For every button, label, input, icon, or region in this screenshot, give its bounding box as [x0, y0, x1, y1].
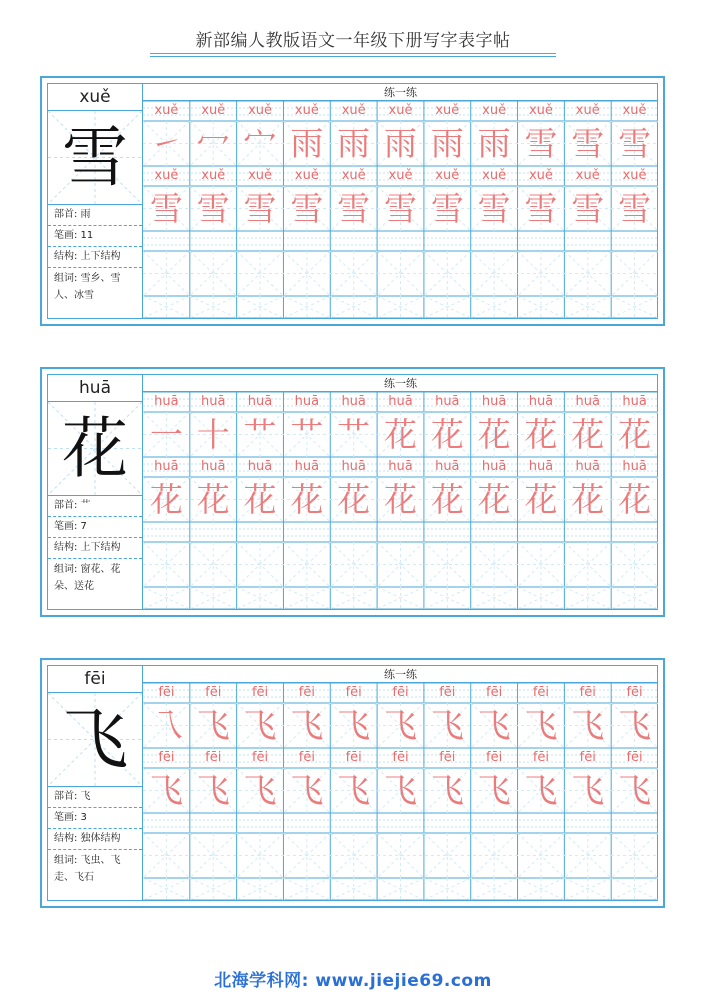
stroke-order-character: 冖: [196, 124, 230, 163]
cell-pinyin: xuě: [294, 168, 319, 183]
cell-pinyin: fēi: [298, 685, 315, 700]
stroke-order-character: 雨: [430, 124, 464, 163]
example-words-line-1: 组词: 窗花、花: [54, 564, 121, 575]
cell-pinyin: fēi: [205, 685, 222, 700]
cell-pinyin: xuě: [388, 168, 413, 183]
cell-pinyin: huā: [247, 459, 273, 474]
cell-pinyin: xuě: [482, 168, 507, 183]
stroke-order-character: 雪: [618, 124, 652, 163]
example-words-line-1: 组词: 雪乡、雪: [54, 273, 121, 284]
cell-pinyin: huā: [575, 394, 600, 409]
trace-character: 雪: [430, 189, 464, 228]
cell-pinyin: fēi: [486, 685, 503, 700]
cell-pinyin: fēi: [579, 750, 596, 765]
cell-pinyin: xuě: [528, 168, 553, 183]
stroke-order-character: 花: [524, 415, 558, 454]
trace-character: 雪: [337, 189, 371, 228]
cell-pinyin: huā: [622, 459, 647, 474]
sheet-inner-frame: [47, 374, 658, 610]
cell-pinyin: xuě: [388, 103, 413, 118]
cell-pinyin: huā: [294, 459, 320, 474]
stroke-order-character: 雨: [383, 124, 417, 163]
cell-pinyin: xuě: [201, 103, 226, 118]
stroke-order-character: 飞: [290, 706, 324, 745]
example-words-line-1: 组词: 飞虫、飞: [54, 855, 121, 866]
cell-pinyin: xuě: [435, 103, 460, 118]
main-character-box: [48, 402, 142, 496]
cell-pinyin: xuě: [435, 168, 460, 183]
structure-label: 结构: 上下结构: [48, 538, 142, 559]
structure-label: 结构: 独体结构: [48, 829, 142, 850]
stroke-order-character: 艹: [337, 415, 371, 454]
stroke-order-character: 花: [571, 415, 605, 454]
trace-character: 飞: [571, 771, 605, 810]
trace-character: 花: [477, 480, 511, 519]
trace-character: 飞: [477, 771, 511, 810]
cell-pinyin: xuě: [622, 168, 647, 183]
cell-pinyin: fēi: [486, 750, 503, 765]
title-rule-top: [150, 53, 556, 54]
stroke-order-character: 雪: [571, 124, 605, 163]
cell-pinyin: xuě: [528, 103, 553, 118]
stroke-order-character: 花: [618, 415, 652, 454]
cell-pinyin: huā: [481, 459, 507, 474]
cell-pinyin: huā: [575, 459, 600, 474]
cell-pinyin: fēi: [626, 685, 643, 700]
cell-pinyin: fēi: [392, 750, 409, 765]
stroke-order-character: ㇀: [149, 124, 183, 163]
character-info-column: [48, 666, 143, 900]
trace-character: 花: [524, 480, 558, 519]
main-character-box: [48, 693, 142, 787]
cell-pinyin: xuě: [575, 103, 600, 118]
practice-grid: [143, 666, 658, 900]
stroke-count-label: 笔画: 3: [48, 808, 142, 829]
trace-character: 飞: [524, 771, 558, 810]
trace-character: 花: [618, 480, 652, 519]
trace-character: 雪: [290, 189, 324, 228]
character-info-column: [48, 375, 143, 609]
practice-label: 练一练: [143, 84, 658, 101]
cell-pinyin: xuě: [482, 103, 507, 118]
structure-label: 结构: 上下结构: [48, 247, 142, 268]
example-words: [48, 850, 142, 900]
cell-pinyin: huā: [388, 394, 413, 409]
trace-character: 花: [149, 480, 183, 519]
stroke-count-label: 笔画: 7: [48, 517, 142, 538]
stroke-order-character: 乁: [149, 706, 183, 745]
cell-pinyin: huā: [622, 394, 647, 409]
radical-label: 部首: 飞: [48, 787, 142, 808]
stroke-order-character: 雨: [290, 124, 324, 163]
practice-sheet: [40, 658, 665, 908]
cell-pinyin: fēi: [532, 685, 550, 700]
stroke-order-character: 十: [196, 415, 230, 454]
cell-pinyin: fēi: [158, 750, 175, 765]
trace-character: 花: [571, 480, 605, 519]
example-words-line-2: 朵、送花: [54, 581, 94, 592]
practice-sheet: [40, 76, 665, 326]
page-title: 新部编人教版语文一年级下册写字表字帖: [195, 31, 511, 51]
cell-pinyin: xuě: [294, 103, 319, 118]
title-rule-bottom: [150, 56, 556, 57]
example-words: [48, 268, 142, 318]
stroke-order-character: 花: [477, 415, 511, 454]
cell-pinyin: fēi: [205, 750, 222, 765]
trace-character: 雪: [618, 189, 652, 228]
stroke-order-character: 飞: [618, 706, 652, 745]
cell-pinyin: fēi: [345, 685, 362, 700]
cell-pinyin: xuě: [248, 168, 272, 183]
stroke-order-character: 艹: [290, 415, 324, 454]
cell-pinyin: xuě: [154, 103, 179, 118]
main-pinyin: fēi: [48, 666, 142, 693]
main-pinyin: huā: [48, 375, 142, 402]
trace-character: 飞: [618, 771, 652, 810]
cell-pinyin: xuě: [201, 168, 226, 183]
cell-pinyin: huā: [435, 459, 460, 474]
footer-site: 北海学科网: www.jiejie69.com: [214, 971, 492, 991]
cell-pinyin: fēi: [439, 750, 456, 765]
example-words: [48, 559, 142, 609]
sheet-inner-frame: [47, 665, 658, 901]
stroke-order-character: 飞: [571, 706, 605, 745]
cell-pinyin: huā: [528, 394, 554, 409]
cell-pinyin: fēi: [532, 750, 550, 765]
cell-pinyin: fēi: [439, 685, 456, 700]
stroke-count-label: 笔画: 11: [48, 226, 142, 247]
cell-pinyin: fēi: [392, 685, 409, 700]
trace-character: 花: [243, 480, 277, 519]
cell-pinyin: huā: [294, 394, 320, 409]
stroke-order-character: 宀: [243, 124, 277, 163]
example-words-line-2: 人、冰雪: [54, 290, 94, 301]
trace-character: 飞: [196, 771, 230, 810]
stroke-order-character: 飞: [243, 706, 277, 745]
cell-pinyin: fēi: [251, 750, 269, 765]
trace-character: 花: [383, 480, 417, 519]
stroke-order-character: 雪: [524, 124, 558, 163]
cell-pinyin: xuě: [341, 103, 366, 118]
cell-pinyin: huā: [481, 394, 507, 409]
stroke-order-character: 艹: [243, 415, 277, 454]
cell-pinyin: huā: [154, 459, 179, 474]
stroke-order-character: 花: [430, 415, 464, 454]
trace-character: 飞: [149, 771, 183, 810]
cell-pinyin: xuě: [341, 168, 366, 183]
cell-pinyin: huā: [341, 459, 366, 474]
stroke-order-character: 花: [383, 415, 417, 454]
main-character: 花: [62, 410, 128, 487]
stroke-order-character: 一: [149, 415, 183, 454]
character-info-column: [48, 84, 143, 318]
cell-pinyin: fēi: [579, 685, 596, 700]
trace-character: 雪: [243, 189, 277, 228]
practice-label: 练一练: [143, 666, 658, 683]
cell-pinyin: xuě: [575, 168, 600, 183]
cell-pinyin: huā: [200, 394, 226, 409]
radical-label: 部首: 雨: [48, 205, 142, 226]
cell-pinyin: huā: [388, 459, 413, 474]
trace-character: 雪: [571, 189, 605, 228]
stroke-order-character: 飞: [477, 706, 511, 745]
cell-pinyin: huā: [154, 394, 179, 409]
trace-character: 飞: [290, 771, 324, 810]
practice-label: 练一练: [143, 375, 658, 392]
trace-character: 花: [290, 480, 324, 519]
practice-grid: [143, 84, 658, 318]
trace-character: 雪: [477, 189, 511, 228]
stroke-order-character: 飞: [430, 706, 464, 745]
stroke-order-character: 雨: [477, 124, 511, 163]
trace-character: 飞: [337, 771, 371, 810]
trace-character: 雪: [149, 189, 183, 228]
cell-pinyin: huā: [528, 459, 554, 474]
sheet-inner-frame: [47, 83, 658, 319]
main-pinyin: xuě: [48, 84, 142, 111]
practice-sheet: [40, 367, 665, 617]
stroke-order-character: 飞: [383, 706, 417, 745]
main-character-box: [48, 111, 142, 205]
trace-character: 飞: [383, 771, 417, 810]
stroke-order-character: 雨: [337, 124, 371, 163]
stroke-order-character: 飞: [196, 706, 230, 745]
trace-character: 飞: [430, 771, 464, 810]
practice-grid: [143, 375, 658, 609]
cell-pinyin: huā: [200, 459, 226, 474]
cell-pinyin: fēi: [626, 750, 643, 765]
main-character: 雪: [62, 119, 128, 196]
cell-pinyin: xuě: [622, 103, 647, 118]
cell-pinyin: fēi: [158, 685, 175, 700]
example-words-line-2: 走、飞石: [54, 872, 94, 883]
trace-character: 飞: [243, 771, 277, 810]
cell-pinyin: xuě: [248, 103, 272, 118]
main-character: 飞: [62, 701, 128, 778]
trace-character: 雪: [383, 189, 417, 228]
trace-character: 花: [337, 480, 371, 519]
cell-pinyin: huā: [341, 394, 366, 409]
cell-pinyin: fēi: [345, 750, 362, 765]
trace-character: 雪: [196, 189, 230, 228]
cell-pinyin: huā: [435, 394, 460, 409]
radical-label: 部首: 艹: [48, 496, 142, 517]
cell-pinyin: huā: [247, 394, 273, 409]
cell-pinyin: xuě: [154, 168, 179, 183]
trace-character: 花: [196, 480, 230, 519]
trace-character: 花: [430, 480, 464, 519]
cell-pinyin: fēi: [251, 685, 269, 700]
cell-pinyin: fēi: [298, 750, 315, 765]
trace-character: 雪: [524, 189, 558, 228]
stroke-order-character: 飞: [524, 706, 558, 745]
stroke-order-character: 飞: [337, 706, 371, 745]
